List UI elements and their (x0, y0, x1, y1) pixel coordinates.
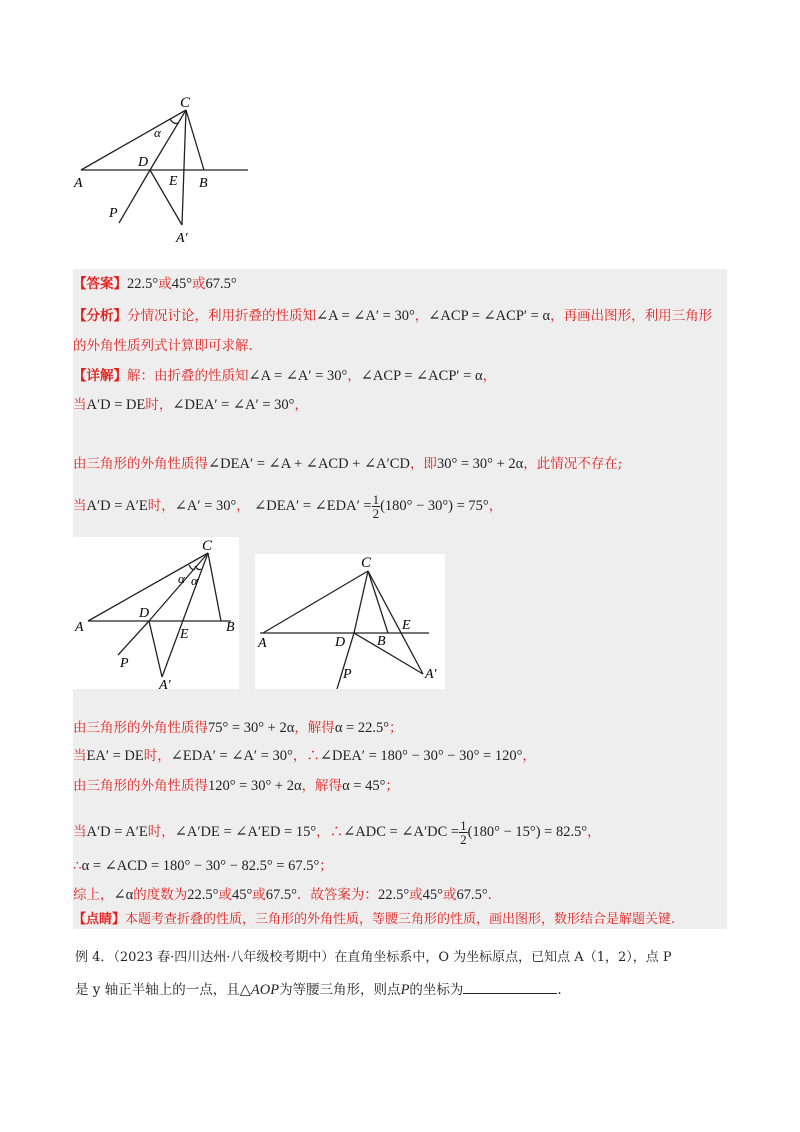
detail-line-9: ∴α = ∠ACD = 180° − 30° − 82.5° = 67.5°； (73, 858, 333, 874)
top-geometry-figure (66, 92, 256, 256)
label-a: A (258, 636, 267, 651)
analysis-line-2: 的外角性质列式计算即可求解. (73, 338, 253, 354)
label-c: C (361, 555, 372, 571)
detail-line-6: 当EA′ = DE时，∠EDA′ = ∠A′ = 30°，∴∠DEA′ = 180° − 30° − 30° = 120°， (73, 748, 536, 764)
label-b: B (226, 620, 235, 635)
label-p: P (120, 656, 129, 671)
detail-line-10: 综上，∠α的度数为22.5°或45°或67.5°．故答案为：22.5°或45°或67.5°． (73, 887, 502, 903)
label-alpha-1: α (178, 571, 185, 586)
label-b: B (199, 176, 208, 191)
label-d: D (138, 155, 149, 170)
detail-line-8: 当A′D = A′E时，∠A′DE = ∠A′ED = 15°，∴∠ADC = ∠A′DC = $\frac{1}{2}$ (180° − 15°) = 82.5°， (73, 818, 601, 847)
detail-line-4: 当A′D = A′E时，∠A′ = 30°， ∠DEA′ = ∠EDA′ = $\frac{1}{2}$ (180° − 30°) = 75°， (73, 492, 503, 521)
label-c: C (180, 95, 191, 111)
label-a-prime: A′ (425, 667, 437, 682)
figure-case-2 (73, 537, 239, 689)
example-line-2: 是 y 轴正半轴上的一点，且△AOP为等腰三角形，则点P的坐标为 . (75, 982, 562, 998)
detail-line-2: 当A′D = DE时，∠DEA′ = ∠A′ = 30°， (73, 397, 308, 413)
label-d: D (335, 635, 346, 650)
label-e: E (402, 618, 411, 633)
label-d: D (139, 606, 150, 621)
detail-line-3: 由三角形的外角性质得∠DEA′ = ∠A + ∠ACD + ∠A′CD，即30° = 30° + 2α，此情况不存在; (73, 456, 623, 472)
label-a-prime: A′ (159, 678, 171, 689)
analysis-line-1: 【分析】分情况讨论，利用折叠的性质知∠A = ∠A′ = 30°，∠ACP = ∠ACP′ = α，再画出图形，利用三角形 (73, 308, 713, 324)
label-alpha-2: α (191, 573, 198, 588)
detail-line-5: 由三角形的外角性质得75° = 30° + 2α，解得α = 22.5°； (73, 720, 403, 736)
detail-line-7: 由三角形的外角性质得120° = 30° + 2α，解得α = 45°； (73, 778, 399, 794)
detail-line-1: 【详解】解：由折叠的性质知∠A = ∠A′ = 30°，∠ACP = ∠ACP′ = α， (73, 368, 497, 384)
label-a: A (75, 620, 84, 635)
label-e: E (169, 174, 178, 189)
label-p: P (109, 206, 118, 221)
comment-line: 【点睛】本题考查折叠的性质，三角形的外角性质，等腰三角形的性质，画出图形，数形结合是解题关键. (73, 912, 676, 927)
label-a-prime: A′ (176, 231, 188, 246)
label-alpha: α (154, 125, 161, 140)
label-p: P (343, 667, 352, 682)
label-a: A (74, 176, 83, 191)
label-b: B (377, 634, 386, 649)
figure-case-3 (255, 554, 445, 689)
example-line-1: 例 4．（2023 春·四川达州·八年级校考期中）在直角坐标系中，O 为坐标原点，已知点 A（1，2），点 P (75, 950, 672, 965)
answer-blank[interactable] (463, 981, 557, 994)
label-c: C (202, 538, 213, 554)
label-e: E (180, 627, 189, 642)
solution-block (73, 269, 727, 929)
answer-line: 【答案】22.5°或45°或67.5° (73, 276, 237, 292)
